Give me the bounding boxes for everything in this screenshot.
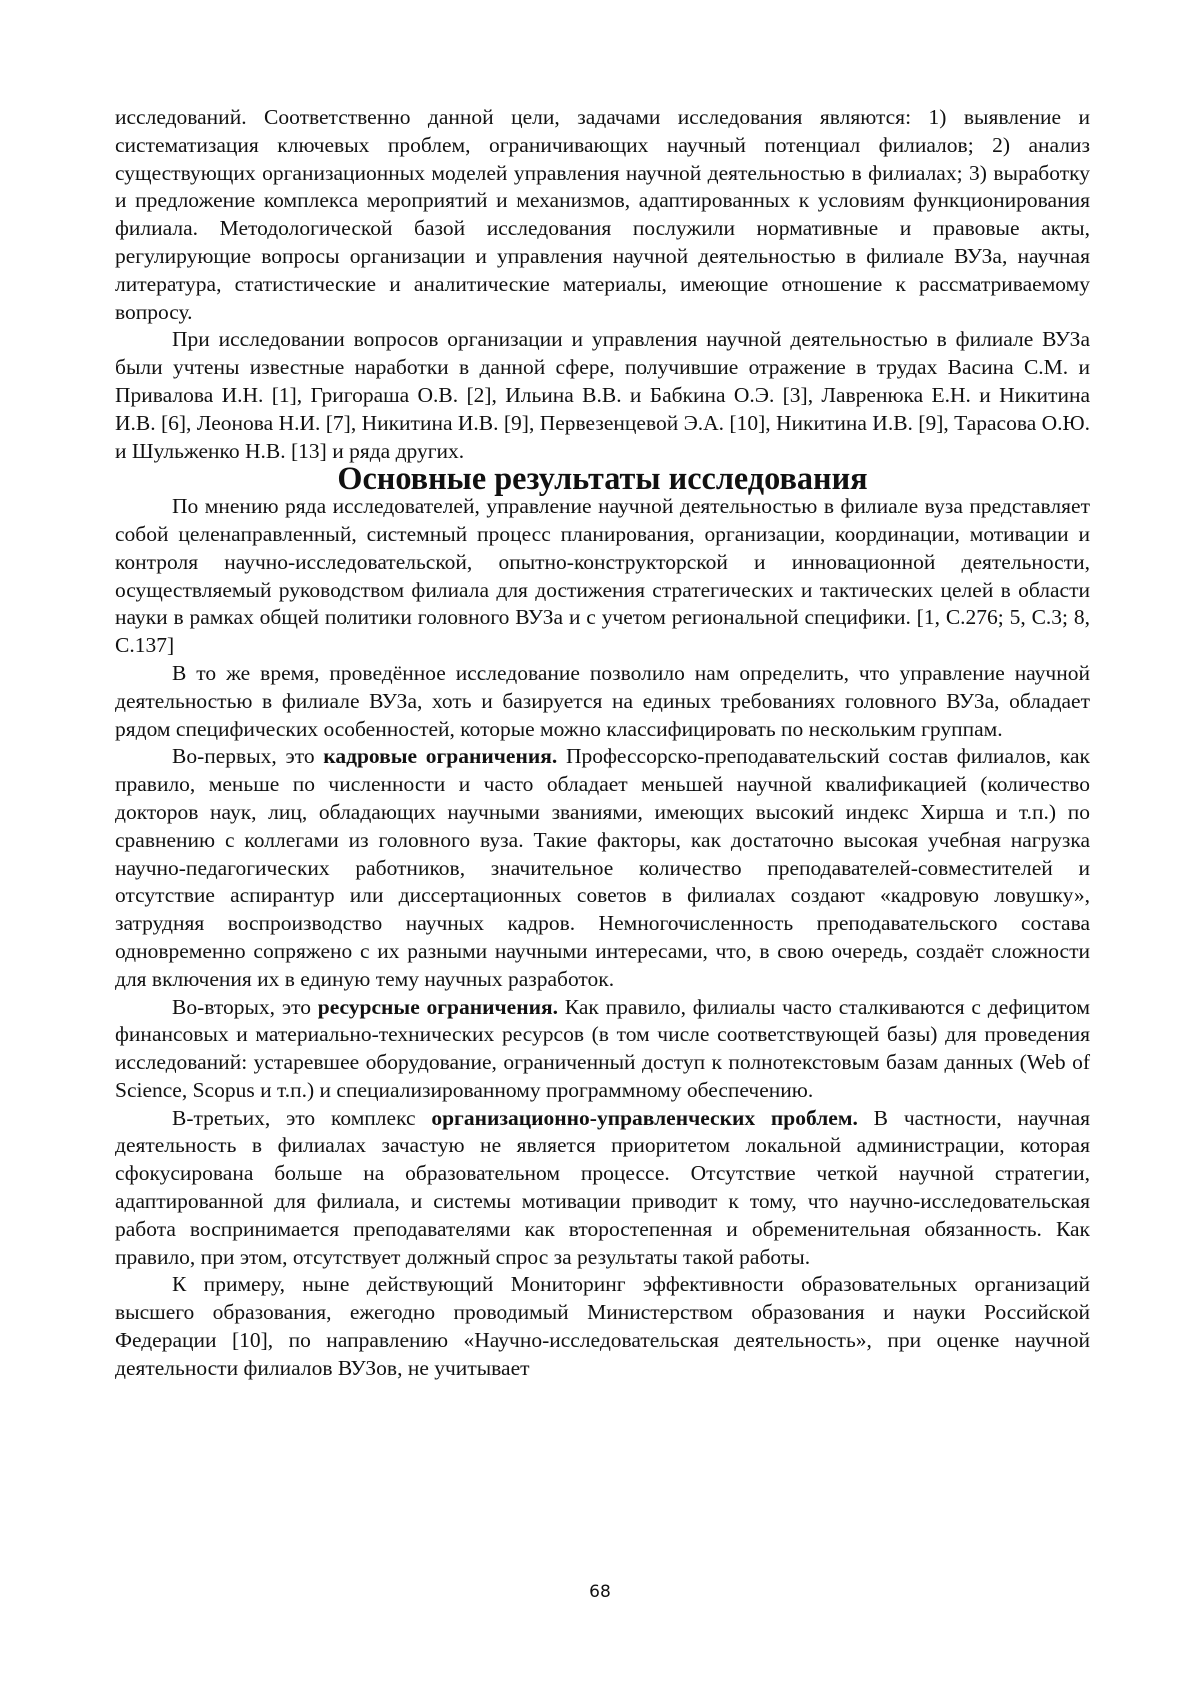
paragraph-management-problems xyxy=(115,1105,1090,1272)
page-body xyxy=(115,104,1090,1383)
paragraph-specifics: В то же время, проведённое исследование позволило нам определить, что управление научной деятельностью в филиале ВУЗа, хоть и базируется на единых требованиях головного ВУЗа, обладает рядом специфических особенностей, которые можно классифицировать по нескольким группам. xyxy=(115,660,1090,741)
page-number: 68 xyxy=(589,1582,611,1602)
paragraph-objectives: исследований. Соответственно данной цели, задачами исследования являются: 1) выявление и систематизация ключевых проблем, ограничивающих научный потенциал филиалов; 2) анализ существующих организационных моделей управления научной деятельностью в филиалах; 3) выработку и предложение комплекса мероприятий и механизмов, адаптированных к условиям функционирования филиала. Методологической базой исследования послужили нормативные и правовые акты, регулирующие вопросы организации и управления научной деятельностью в филиале ВУЗа, научная литература, статистические и аналитические материалы, имеющие отношение к рассматриваемому вопросу. xyxy=(115,105,1090,324)
paragraph-lead: Во-вторых, это xyxy=(172,994,318,1019)
paragraph-rest: В частности, научная деятельность в филиалах зачастую не является приоритетом локальной администрации, которая сфокусирована больше на образовательном процессе. Отсутствие четкой научной стратегии, адаптированной для филиала, и системы мотивации приводит к тому, что научно-исследовательская работа воспринимается преподавателями как второстепенная и обременительная обязанность. Как правило, при этом, отсутствует должный спрос за результаты такой работы. xyxy=(115,1105,1090,1269)
paragraph-resource-limitations xyxy=(115,994,1090,1105)
paragraph-rest: Профессорско-преподавательский состав филиалов, как правило, меньше по численности и часто обладает меньшей научной квалификацией (количество докторов наук, лиц, обладающих научными званиями, имеющих высокий индекс Хирша и т.п.) по сравнению с коллегами из головного вуза. Такие факторы, как достаточно высокая учебная нагрузка научно-педагогических работников, значительное количество преподавателей-совместителей и отсутствие аспирантур или диссертационных советов в филиалах создают «кадровую ловушку», затрудняя воспроизводство научных кадров. Немногочисленность преподавательского состава одновременно сопряжено с их разными научными интересами, что, в свою очередь, создаёт сложности для включения их в единую тему научных разработок. xyxy=(115,744,1090,991)
paragraph-definition: По мнению ряда исследователей, управление научной деятельностью в филиале вуза представляет собой целенаправленный, системный процесс планирования, организации, координации, мотивации и контроля научно-исследовательской, опытно-конструкторской и инновационной деятельности, осуществляемый руководством филиала для достижения стратегических и тактических целей в области науки в рамках общей политики головного ВУЗа и с учетом региональной специфики. [1, С.276; 5, С.3; 8, С.137] xyxy=(115,494,1090,658)
paragraph-lead: В-третьих, это комплекс xyxy=(172,1105,432,1130)
paragraph-monitoring-example: К примеру, ныне действующий Мониторинг эффективности образовательных организаций высшего образования, ежегодно проводимый Министерством образования и науки Российской Федерации [10], по направлению «Научно-исследовательская деятельность», при оценке научной деятельности филиалов ВУЗов, не учитывает xyxy=(115,1272,1090,1380)
paragraph-bold-term: ресурсные ограничения. xyxy=(317,994,558,1019)
paragraph-bold-term: организационно-управленческих проблем. xyxy=(431,1105,858,1130)
paragraph-staff-limitations xyxy=(115,743,1090,993)
paragraph-lead: Во-первых, это xyxy=(172,744,324,769)
section-heading: Основные результаты исследования xyxy=(337,460,868,497)
paragraph-bold-term: кадровые ограничения. xyxy=(323,744,558,769)
paragraph-literature-review: При исследовании вопросов организации и управления научной деятельностью в филиале ВУЗа были учтены известные наработки в данной сфере, получившие отражение в трудах Васина С.М. и Привалова И.Н. [1], Григораша О.В. [2], Ильина В.В. и Бабкина О.Э. [3], Лавренюка Е.Н. и Никитина И.В. [6], Леонова Н.И. [7], Никитина И.В. [9], Первезенцевой Э.А. [10], Никитина И.В. [9], Тарасова О.Ю. и Шульженко Н.В. [13] и ряда других. xyxy=(115,327,1090,463)
paragraph-rest: Как правило, филиалы часто сталкиваются с дефицитом финансовых и материально-технических ресурсов (в том числе соответствующей базы) для проведения исследований: устаревшее оборудование, ограниченный доступ к полнотекстовым базам данных (Web of Science, Scopus и т.п.) и специализированному программному обеспечению. xyxy=(115,994,1091,1102)
